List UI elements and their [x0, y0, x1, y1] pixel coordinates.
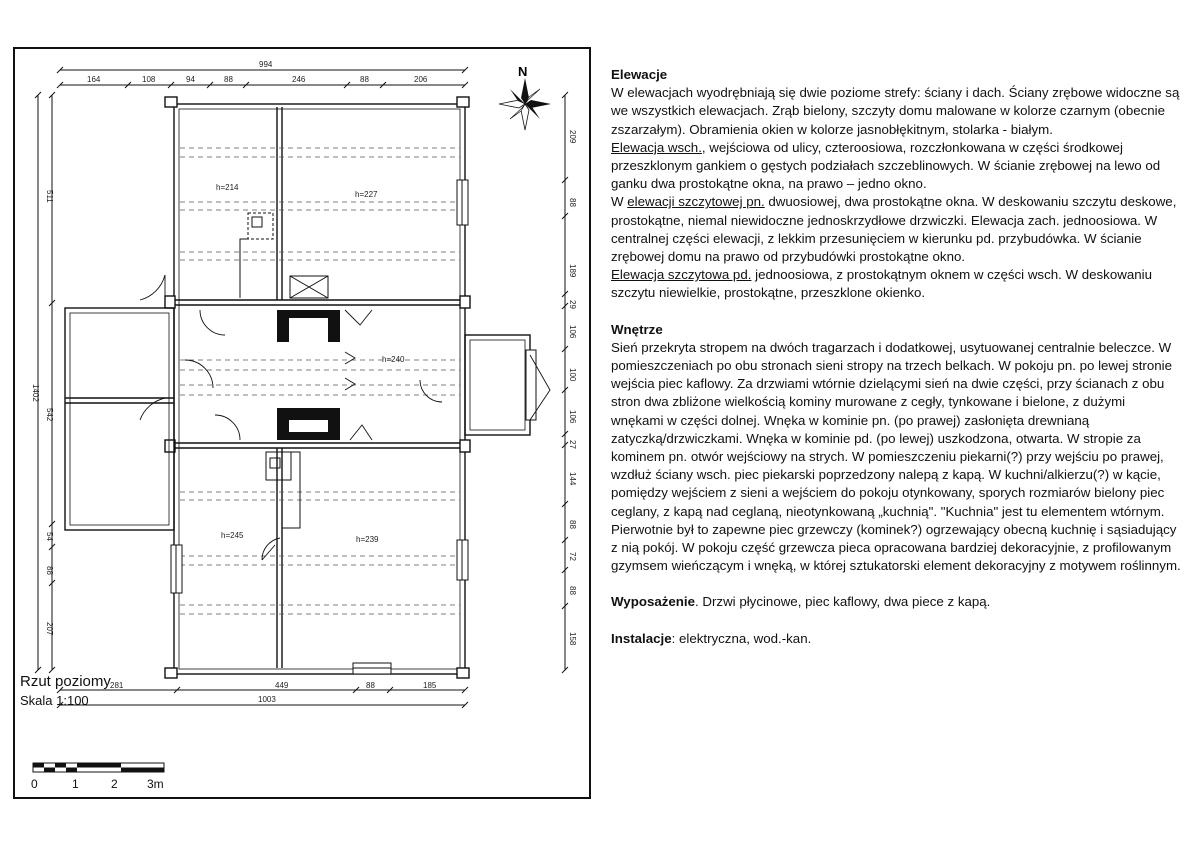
svg-text:185: 185: [423, 681, 437, 690]
chimneys: [277, 310, 340, 440]
svg-text:72: 72: [568, 552, 577, 561]
dim-left-parts: [45, 190, 54, 636]
paragraph-elewacje-intro: W elewacjach wyodrębniają się dwie poziome strefy: ściany i dach. Ściany zrębowe widoczne są we wszystkich elewacjach. Zrąb bielony, szczyty domu malowane w kolorze czarnym (obecnie zszarzałym). Obramienia okien w kolorze jasnobłękitnym, stolarka - białym.: [611, 85, 1180, 137]
svg-text:100: 100: [568, 368, 577, 382]
svg-text:246: 246: [292, 75, 306, 84]
svg-text:158: 158: [568, 632, 577, 646]
section-heading-elewacje: Elewacje: [611, 67, 668, 82]
svg-text:209: 209: [568, 130, 577, 144]
svg-text:449: 449: [275, 681, 289, 690]
svg-text:88: 88: [45, 566, 54, 575]
scalebar-label-1: 1: [72, 777, 79, 791]
svg-text:88: 88: [360, 75, 369, 84]
svg-text:88: 88: [568, 520, 577, 529]
svg-text:29: 29: [568, 300, 577, 309]
paragraph-wyposazenie: Wyposażenie. Drzwi płycinowe, piec kaflowy, dwa piece z kapą.: [611, 594, 991, 610]
svg-text:88: 88: [224, 75, 233, 84]
description-text: [611, 66, 1181, 648]
svg-text:94: 94: [186, 75, 195, 84]
north-arrow-icon: [499, 78, 551, 130]
paragraph-elewacja-pd: Elewacja szczytowa pd. jednoosiowa, z prostokątnym oknem w części wsch. W deskowaniu szczytu niewielkie, prostokątne, przeszklone okienko.: [611, 267, 1152, 301]
svg-text:206: 206: [414, 75, 428, 84]
svg-text:h=239: h=239: [356, 535, 379, 544]
dim-right-parts: [568, 130, 577, 646]
section-heading-wnetrze: Wnętrze: [611, 321, 663, 337]
north-label: N: [518, 64, 528, 79]
scalebar-label-0: 0: [31, 777, 38, 791]
dim-top-segments: [87, 75, 428, 84]
scalebar-label-3m: 3m: [147, 777, 164, 791]
svg-text:h=227: h=227: [355, 190, 378, 199]
paragraph-elewacja-wsch: Elewacja wsch., wejściowa od ulicy, czteroosiowa, rozczłonkowana w części środkowej przeszklonym gankiem o gęstych podziałach szczeblinowych. W ścianie zrębowej na lewo od ganku dwa prostokątne okna, na prawo – jedno okno.: [611, 139, 1161, 192]
plan-title: Rzut poziomy: [20, 673, 111, 690]
svg-text:511: 511: [45, 190, 54, 203]
dim-top-total: 994: [259, 60, 273, 69]
svg-text:189: 189: [568, 264, 577, 278]
svg-text:27: 27: [568, 440, 577, 449]
paragraph-elewacja-pn: W elewacji szczytowej pn. dwuosiowej, dwa prostokątne okna. W deskowaniu szczytu deskowe, prostokątne, niemal niewidoczne jednoskrzydłowe drzwiczki. Elewacja zach. jednoosiowa. W centralnej części elewacji, z lekkim przesunięciem w kierunku pd. przybudówka. W ścianie zrębowej domu na prawo od przybudówki prostokątne okno.: [611, 194, 1177, 265]
dim-bottom-segments: [110, 681, 437, 690]
svg-text:h=240: h=240: [382, 355, 405, 364]
svg-text:88: 88: [568, 586, 577, 595]
svg-text:106: 106: [568, 410, 577, 424]
doors: [140, 275, 550, 560]
svg-text:h=214: h=214: [216, 183, 239, 192]
svg-text:144: 144: [568, 472, 577, 486]
svg-text:88: 88: [366, 681, 375, 690]
scalebar-label-2: 2: [111, 777, 118, 791]
ceiling-beams: [180, 148, 460, 614]
dim-bottom-total: 1003: [258, 695, 276, 704]
room-height-labels: [216, 183, 405, 544]
paragraph-instalacje: Instalacje: elektryczna, wod.-kan.: [611, 630, 812, 646]
svg-text:h=245: h=245: [221, 531, 244, 540]
label-elewacja-pd: Elewacja szczytowa pd.: [611, 267, 752, 283]
paragraph-wnetrze: Sień przekryta stropem na dwóch tragarzach i dodatkowej, usytuowanej centralnie beleczce. W pomieszczeniach po obu stronach sieni stropy na trzech belkach. W pokoju pn. po lewej stronie wejścia piec kaflowy. Za drzwiami wtórnie dzielącymi sień na dwie części, przy ścianach z obu stron dwa zbliżone wielkością kominy murowane z cegły, tynkowane i bielone, z dużymi wnękami w części dolnej. Wnęka w kominie pn. (po prawej) zasłonięta drewnianą zatyczką/drzwiczkami. Wnęka w kominie pd. (po lewej) uszkodzona, otwarta. W stropie za kominem pn. otwór wejściowy na strych. W pomieszczeniu piekarni(?) przy wejściu po prawej, wzdłuż ściany wsch. piec piekarski poprzedzony nalepą z kapą. W kuchni/alkierzu(?) w kącie, pomiędzy wejściem z sieni a wejściem do pokoju otynkowany, sporych rozmiarów bielony piec ceglany, z kapą nad ceglaną, nieotynkowaną „kuchnią". "Kuchnia" jest tu elementem wtórnym. Pierwotnie był to zapewne piec grzewczy (kominek?) ogrzewający obecną kuchnię i sąsiadujący z nią pokój. W pokoju część grzewcza pieca opracowana bardziej dekoracyjnie, z profilowanym gzymsem wieńczącym i wnęką, w której sztukatorski element dekoracyjny z motywem roślinnym.: [611, 339, 1181, 574]
windows: [171, 180, 536, 674]
svg-text:106: 106: [568, 325, 577, 339]
scale-bar: [33, 763, 164, 772]
svg-text:54: 54: [45, 532, 54, 541]
svg-text:542: 542: [45, 408, 54, 422]
plan-scale: Skala 1:100: [20, 693, 89, 708]
svg-text:207: 207: [45, 622, 54, 636]
dim-left-total: 1402: [31, 384, 40, 402]
svg-text:88: 88: [568, 198, 577, 207]
label-elewacja-pn: elewacji szczytowej pn.: [627, 194, 765, 210]
svg-text:108: 108: [142, 75, 156, 84]
svg-text:281: 281: [110, 681, 124, 690]
label-elewacja-wsch: Elewacja wsch.: [611, 139, 702, 155]
svg-text:164: 164: [87, 75, 101, 84]
